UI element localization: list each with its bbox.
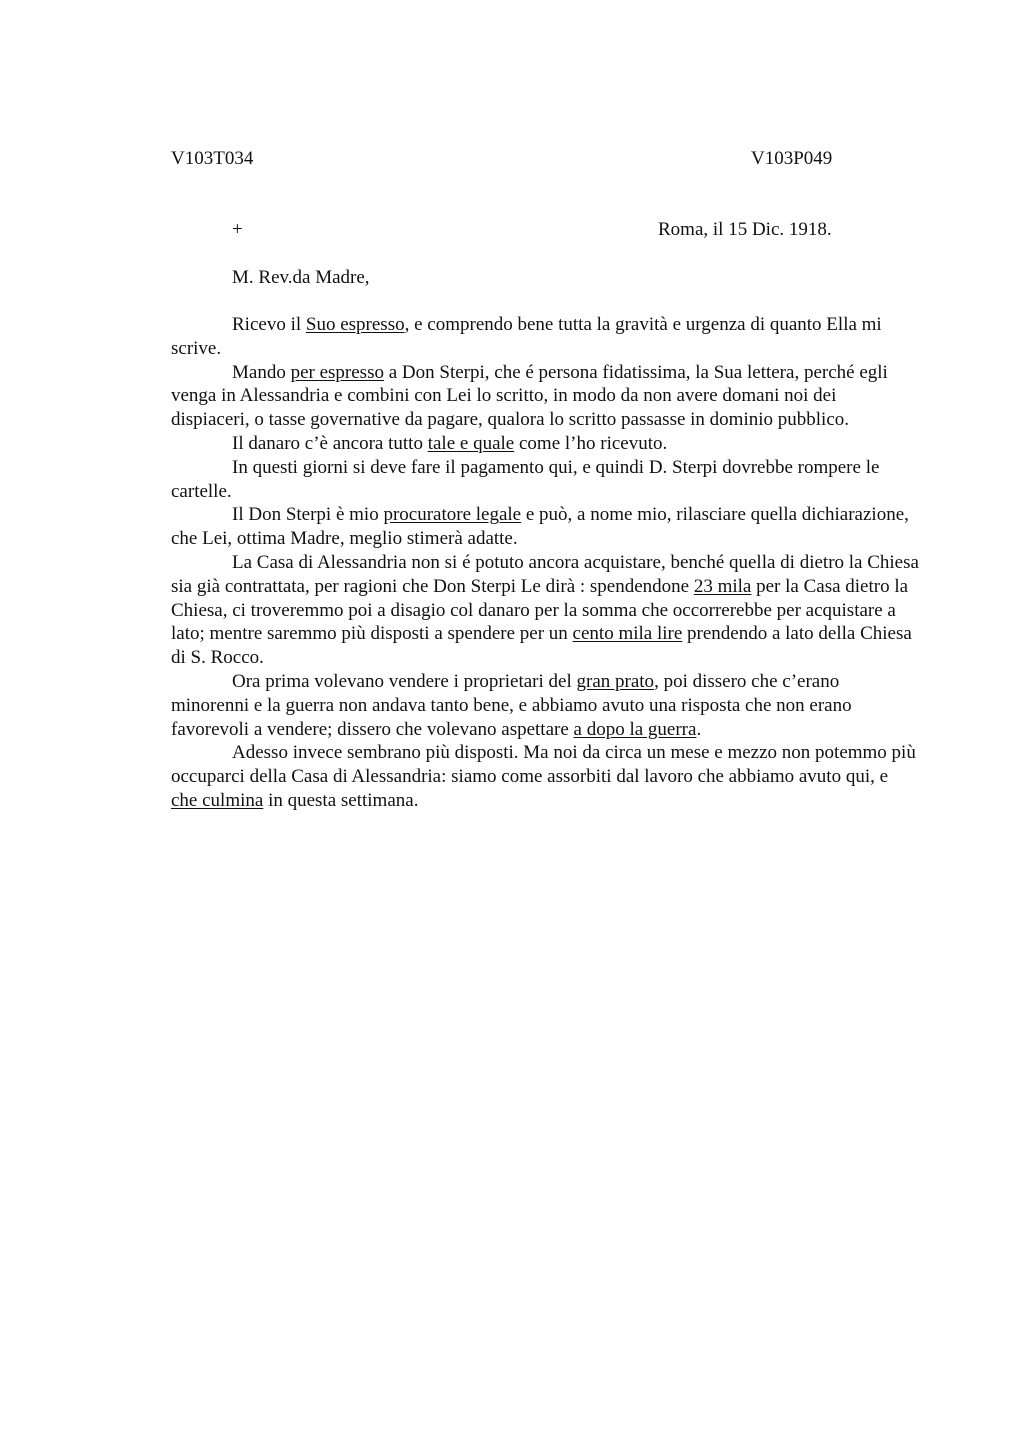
dateline: Roma, il 15 Dic. 1918. — [658, 219, 832, 240]
text-span: La Casa di Alessandria non si é potuto ancora acquistare, benché quella di dietro la Chiesa sia già contrattata, per ragioni che Don Sterpi Le dirà : spendendone — [171, 551, 919, 597]
text-span: a Don Sterpi, che é persona fidatissima, la Sua lettera, perché egli venga in Alessandria e combini con Lei lo scritto, in modo da non avere domani noi dei dispiaceri, o tasse governative da pagare, qualora lo scritto passasse in dominio pubblico. — [171, 361, 888, 431]
underlined-phrase: Suo espresso — [305, 314, 405, 335]
underlined-phrase: a dopo la guerra — [573, 718, 697, 740]
text-span: Ora prima volevano vendere i proprietari del — [232, 670, 577, 692]
text-span: Adesso invece sembrano più disposti. Ma noi da circa un mese e mezzo non potemmo più occuparci della Casa di Alessandria: siamo come assorbiti dal lavoro che abbiamo avuto qui, e — [171, 742, 916, 788]
underlined-phrase: per espresso — [290, 361, 384, 383]
text-span: prendendo a lato della Chiesa di S. Rocco. — [171, 623, 912, 669]
text-span: Il Don Sterpi è mio — [232, 504, 384, 526]
archive-code-left: V103T034 — [171, 148, 254, 169]
text-span: In questi giorni si deve fare il pagamento qui, e quindi D. Sterpi dovrebbe rompere le cartelle. — [171, 456, 880, 502]
paragraph-7 — [171, 670, 919, 741]
text-span: e può, a nome mio, rilasciare quella dichiarazione, che Lei, ottima Madre, meglio stimerà adatte. — [171, 504, 909, 550]
archive-code-right: V103P049 — [751, 148, 833, 169]
paragraph-5 — [171, 503, 919, 551]
paragraph-2 — [171, 361, 919, 432]
letter-body — [171, 313, 919, 813]
text-span: per la Casa dietro la Chiesa, ci troveremmo poi a disagio col danaro per la somma che occorrerebbe per acquistare a lato; mentre saremmo più disposti a spendere per un — [171, 575, 909, 645]
text-span: Il danaro c’è ancora tutto — [232, 432, 428, 454]
underlined-phrase: che culmina — [171, 789, 264, 811]
paragraph-3 — [171, 432, 919, 456]
underlined-phrase: tale e quale — [427, 432, 515, 454]
underlined-phrase: cento mila lire — [572, 623, 683, 645]
cross-mark: + — [232, 219, 243, 240]
underlined-phrase: gran prato — [576, 670, 655, 692]
paragraph-8 — [171, 741, 919, 812]
text-span: in questa settimana. — [263, 789, 419, 811]
underlined-phrase: procuratore legale — [383, 504, 522, 526]
underlined-phrase: 23 mila — [693, 575, 752, 597]
text-span: , e comprendo bene tutta la gravità e urgenza di quanto Ella mi scrive. — [171, 314, 882, 359]
text-span: . — [696, 718, 702, 740]
text-span: Ricevo il — [232, 314, 306, 335]
text-span: , poi dissero che c’erano minorenni e la guerra non andava tanto bene, e abbiamo avuto una risposta che non erano favorevoli a vendere; dissero che volevano aspettare — [171, 670, 852, 740]
salutation: M. Rev.da Madre, — [232, 267, 370, 288]
paragraph-4 — [171, 456, 919, 504]
text-span: come l’ho ricevuto. — [514, 432, 668, 454]
paragraph-1 — [171, 313, 919, 361]
paragraph-6 — [171, 551, 919, 670]
text-span: Mando — [232, 361, 291, 383]
